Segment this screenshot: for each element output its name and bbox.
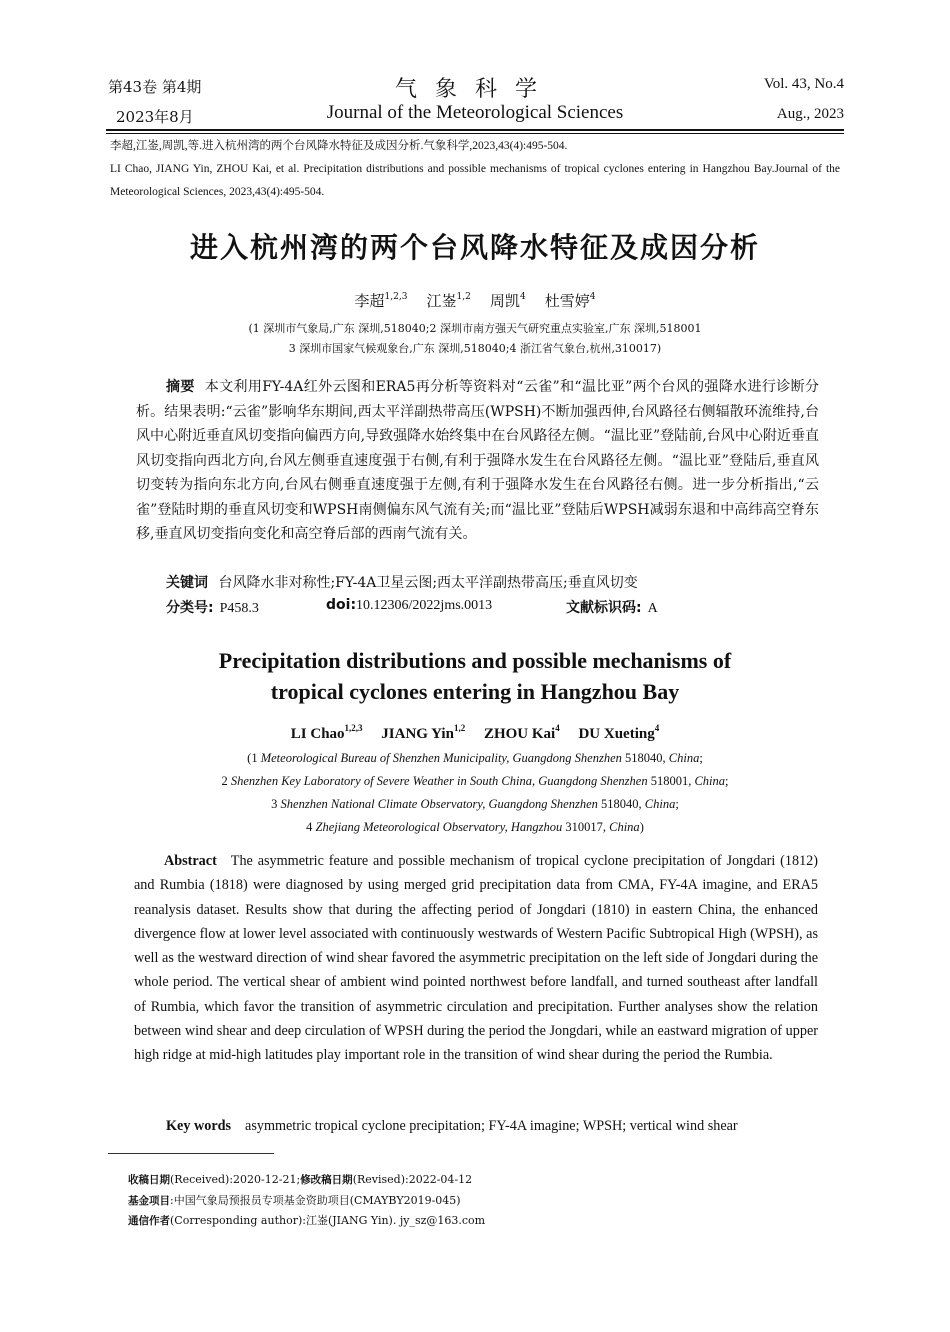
abstract-zh-text: 本文利用FY-4A红外云图和ERA5再分析等资料对“云雀”和“温比亚”两个台风的强降水进行诊断分析。结果表明:“云雀”影响华东期间,西太平洋副热带高压(WPSH)不断加强西伸,台风路径右侧辐散环流维持,台风中心附近垂直风切变指向偏西方向,导致强降水始终集中在台风路径左侧。“温比亚”登陆前,台风中心附近垂直风切变指向西北方向,台风左侧垂直速度强于右侧,有利于强降水发生在台风路径左侧。“温比亚”登陆后,垂直风切变转为指向东北方向,台风右侧垂直速度强于左侧,有利于强降水发生在台风路径右侧。进一步分析指出,“云雀”登陆时期的垂直风切变和WPSH南侧偏东风气流有关;而“温比亚”登陆后WPSH减弱东退和中高纬高空脊东移,垂直风切变指向变化和高空脊后部的西南气流有关。 bbox=[136, 379, 819, 542]
aff-country: China bbox=[694, 774, 726, 788]
doi-label: doi: bbox=[326, 597, 357, 613]
footnote-received bbox=[128, 1172, 472, 1187]
classification-number bbox=[166, 597, 259, 617]
abstract-zh-label: 摘要 bbox=[166, 379, 195, 395]
affiliation-en-line bbox=[0, 751, 950, 766]
document-code-label: 文献标识码: bbox=[566, 600, 642, 616]
footnote-label-en: (Corresponding author) bbox=[170, 1214, 303, 1227]
author-zh: 杜雪婷 bbox=[544, 292, 590, 310]
aff-institution: Shenzhen National Climate Observatory, Guangdong Shenzhen bbox=[280, 797, 598, 811]
header-date-zh: 2023年8月 bbox=[116, 108, 194, 126]
footnote-label: 基金项目 bbox=[128, 1195, 170, 1207]
footnote-text: :江崟(JIANG Yin). jy_sz@163.com bbox=[302, 1214, 486, 1227]
affiliation-en-line bbox=[0, 820, 950, 835]
doi-value: 10.12306/2022jms.0013 bbox=[356, 598, 493, 613]
document-code-value: A bbox=[647, 601, 658, 616]
affiliation-zh-line: 3 深圳市国家气候观象台,广东 深圳,518040;4 浙江省气象台,杭州,310017) bbox=[288, 342, 662, 355]
affiliation-zh-line: (1 深圳市气象局,广东 深圳,518040;2 深圳市南方强天气研究重点实验室,广东 深圳,518001 bbox=[248, 322, 702, 335]
header-rule-top bbox=[106, 129, 844, 131]
aff-prefix: 4 bbox=[306, 820, 316, 834]
authors-zh bbox=[0, 290, 950, 311]
abstract-en-text: The asymmetric feature and possible mechanism of tropical cyclone precipitation of Jongdari (1812) and Rumbia (1818) were diagnosed by using merged grid precipitation data from CMA, FY-4A imagine, and ERA5 reanalysis dataset. Results show that during the affecting period of Jongdari (1810) in eastern China, the enhanced divergence flow at lower level associated with continuously westwards of Western Pacific Subtropical High (WPSH), as well as the westward direction of wind shear favored the asymmetric precipitation on the left side of Jongdari during the whole period. The vertical shear of ambient wind pointed northwest before landfall, and turned southeast after landfall of Rumbia, which favor the transition of asymmetric circulation and precipitation. Further analyses show the relation between wind shear and deep circulation of WPSH during the period the Jongdari, while an eastward migration of upper high ridge at mid-high latitudes play important role in the transition of wind shear during the period the Rumbia. bbox=[134, 853, 818, 1064]
footnote-label: 通信作者 bbox=[128, 1215, 170, 1227]
journal-title-zh: 气象科学 bbox=[394, 77, 555, 102]
classification-label: 分类号: bbox=[166, 600, 214, 616]
keywords-zh-label: 关键词 bbox=[166, 575, 208, 591]
author-sup: 4 bbox=[589, 292, 596, 302]
affiliation-en-line bbox=[0, 797, 950, 812]
abstract-zh bbox=[136, 375, 819, 547]
footnote-text: :2022-04-12 bbox=[405, 1173, 473, 1186]
footnote-text: :2020-12-21; bbox=[229, 1173, 301, 1186]
abstract-en bbox=[134, 849, 818, 1068]
classification-value: P458.3 bbox=[219, 601, 259, 616]
document-code bbox=[566, 597, 658, 617]
paper-title-en-line2: tropical cyclones entering in Hangzhou Bay bbox=[270, 679, 680, 704]
author-en: JIANG Yin bbox=[381, 726, 454, 742]
author-sup: 4 bbox=[519, 292, 526, 302]
paper-title-zh: 进入杭州湾的两个台风降水特征及成因分析 bbox=[189, 231, 760, 264]
author-en: ZHOU Kai bbox=[483, 726, 556, 742]
aff-country: China bbox=[644, 797, 676, 811]
aff-end: ; bbox=[675, 797, 679, 811]
aff-institution: Zhejiang Meteorological Observatory, Hangzhou bbox=[315, 820, 563, 834]
aff-prefix: 3 bbox=[271, 797, 281, 811]
aff-country: China bbox=[668, 751, 700, 765]
aff-institution: Meteorological Bureau of Shenzhen Municipality, Guangdong Shenzhen bbox=[260, 751, 622, 765]
aff-prefix: 2 bbox=[221, 774, 231, 788]
footnote-label-en: (Received) bbox=[170, 1173, 230, 1186]
footnote-corresponding bbox=[128, 1212, 485, 1228]
author-en: DU Xueting bbox=[578, 726, 655, 742]
aff-postcode: 518040, bbox=[621, 751, 669, 765]
citation-en: LI Chao, JIANG Yin, ZHOU Kai, et al. Precipitation distributions and possible mechanisms of tropical cyclones entering in Hangzhou Bay.Journal of the Meteorological Sciences, 2023,43(4):495-504. bbox=[110, 163, 840, 198]
citation-block bbox=[110, 135, 840, 204]
aff-postcode: 518001, bbox=[647, 774, 695, 788]
aff-end: ) bbox=[639, 820, 644, 834]
affiliation-en-line bbox=[0, 774, 950, 789]
author-zh: 江崟 bbox=[426, 292, 457, 310]
footnote-rule bbox=[108, 1153, 274, 1154]
aff-end: ; bbox=[725, 774, 729, 788]
author-sup: 1,2 bbox=[456, 292, 471, 302]
aff-prefix: (1 bbox=[247, 751, 261, 765]
footnote-label-en: (Revised) bbox=[352, 1173, 405, 1186]
author-sup: 4 bbox=[555, 723, 560, 733]
header-volume-en: Vol. 43, No.4 bbox=[763, 76, 844, 92]
author-en: LI Chao bbox=[290, 726, 345, 742]
footnote-label: 收稿日期 bbox=[128, 1174, 170, 1186]
doi bbox=[326, 597, 492, 614]
aff-postcode: 310017, bbox=[562, 820, 610, 834]
author-sup: 1,2 bbox=[453, 723, 466, 733]
journal-title-en: Journal of the Meteorological Sciences bbox=[326, 102, 624, 123]
footnote-label: 修改稿日期 bbox=[300, 1174, 353, 1186]
paper-title-en-line1: Precipitation distributions and possible mechanisms of bbox=[218, 648, 732, 673]
footnote-text: :中国气象局预报员专项基金资助项目(CMAYBY2019-045) bbox=[170, 1194, 461, 1207]
author-zh: 周凯 bbox=[489, 292, 520, 310]
header-date-en: Aug., 2023 bbox=[776, 106, 844, 122]
header-rule-bottom bbox=[106, 133, 844, 134]
keywords-en-text: asymmetric tropical cyclone precipitation; FY-4A imagine; WPSH; vertical wind shear bbox=[245, 1118, 738, 1134]
footnote-funding bbox=[128, 1192, 461, 1208]
keywords-en bbox=[166, 1118, 738, 1135]
aff-postcode: 518040, bbox=[597, 797, 645, 811]
author-sup: 1,2,3 bbox=[384, 292, 408, 302]
keywords-zh bbox=[166, 572, 638, 592]
keywords-en-label: Key words bbox=[166, 1118, 232, 1134]
paper-title-en bbox=[0, 645, 950, 707]
author-sup: 1,2,3 bbox=[344, 723, 363, 733]
aff-end: ; bbox=[699, 751, 703, 765]
abstract-en-label: Abstract bbox=[164, 853, 217, 869]
author-sup: 4 bbox=[654, 723, 660, 733]
keywords-zh-text: 台风降水非对称性;FY-4A卫星云图;西太平洋副热带高压;垂直风切变 bbox=[218, 575, 638, 591]
aff-institution: Shenzhen Key Laboratory of Severe Weather in South China, Guangdong Shenzhen bbox=[230, 774, 648, 788]
authors-en bbox=[0, 723, 950, 743]
header-volume-zh: 第43卷 第4期 bbox=[108, 78, 202, 96]
aff-country: China bbox=[609, 820, 640, 834]
author-zh: 李超 bbox=[354, 292, 385, 310]
citation-zh: 李超,江崟,周凯,等.进入杭州湾的两个台风降水特征及成因分析.气象科学,2023,43(4):495-504. bbox=[110, 140, 568, 152]
